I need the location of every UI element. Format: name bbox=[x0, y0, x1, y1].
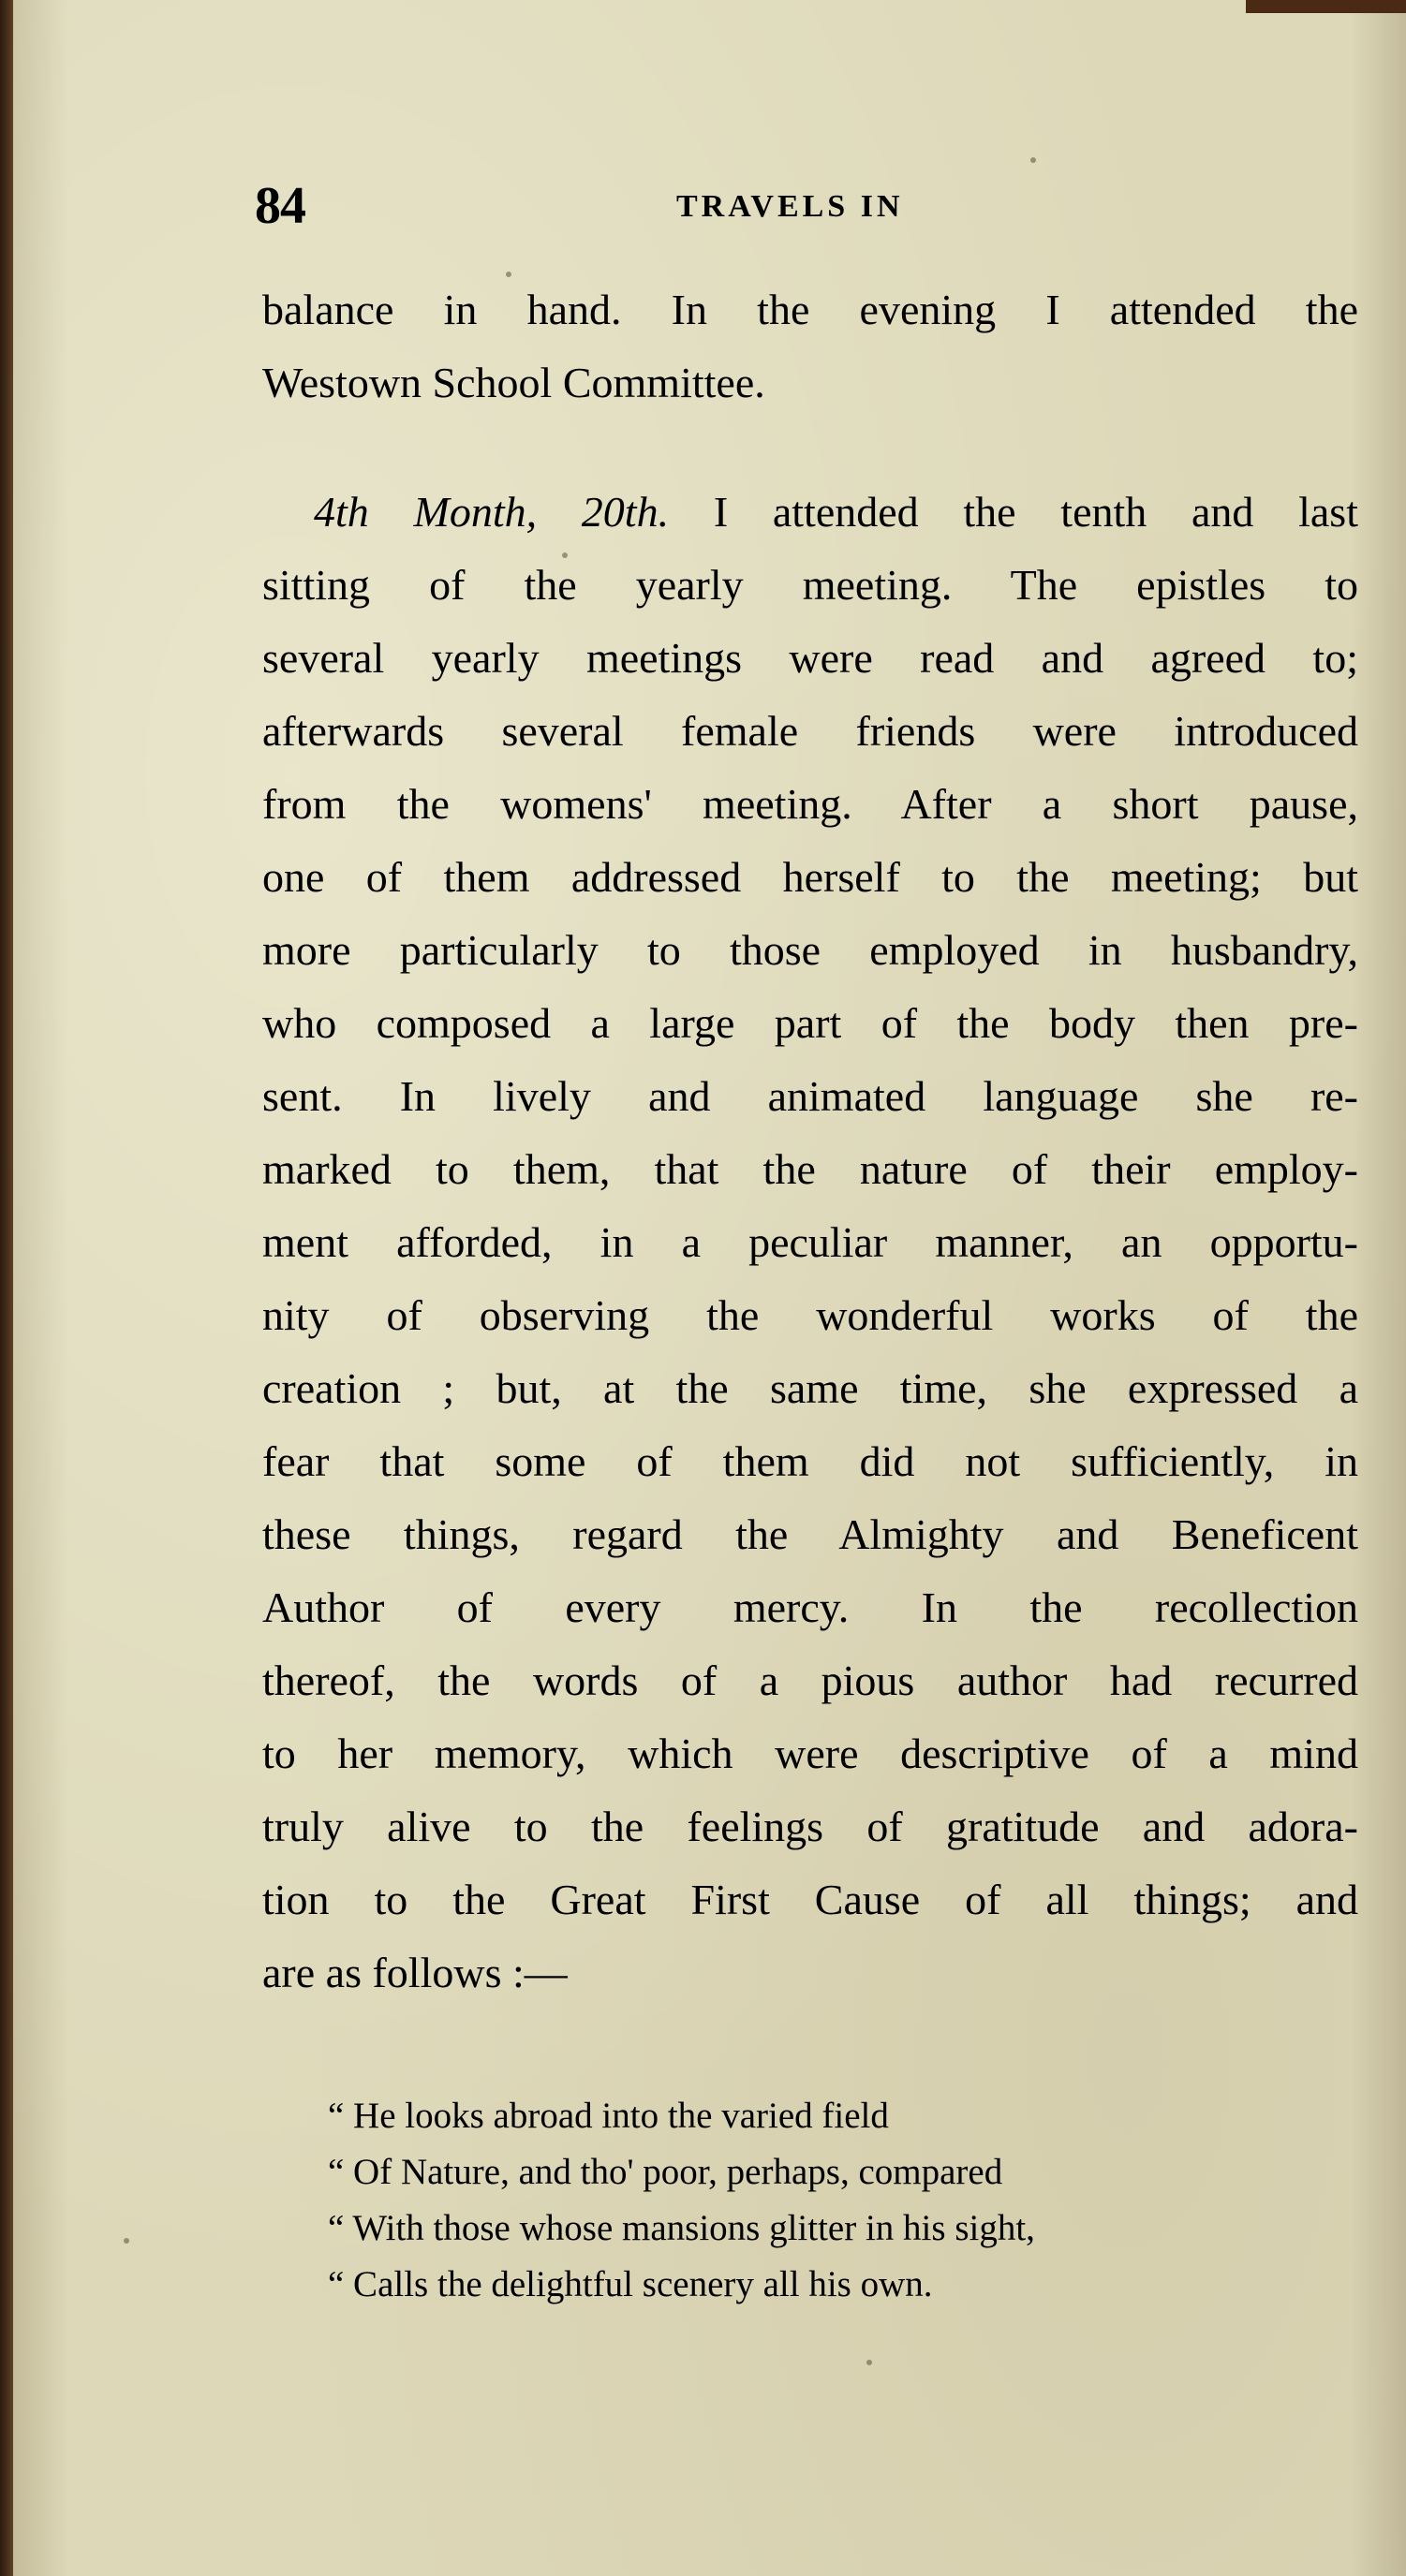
page-number: 84 bbox=[255, 177, 305, 235]
text-line: several yearly meetings were read and agreed to; bbox=[262, 634, 1358, 682]
text-line: Westown School Committee. bbox=[262, 359, 765, 406]
text-line: Author of every mercy. In the recollection bbox=[262, 1583, 1358, 1631]
text-line: sent. In lively and animated language she re- bbox=[262, 1072, 1358, 1120]
text-line: marked to them, that the nature of their employ- bbox=[262, 1145, 1358, 1193]
poem-line: “ Calls the delightful scenery all his own. bbox=[328, 2264, 933, 2304]
poem-quote bbox=[328, 2088, 1283, 2313]
text-line: tion to the Great First Cause of all things; and bbox=[262, 1876, 1358, 1923]
text-line: fear that some of them did not sufficiently, in bbox=[262, 1437, 1358, 1485]
text-line: thereof, the words of a pious author had recurred bbox=[262, 1656, 1358, 1704]
text-line: are as follows :— bbox=[262, 1949, 568, 1996]
page-top-edge bbox=[1246, 0, 1406, 13]
text-line: to her memory, which were descriptive of a mind bbox=[262, 1730, 1358, 1777]
text-line: more particularly to those employed in husbandry, bbox=[262, 926, 1358, 974]
running-head: TRAVELS IN bbox=[676, 189, 904, 224]
poem-line: “ Of Nature, and tho' poor, perhaps, compared bbox=[328, 2152, 1003, 2192]
text-fragment: I attended the tenth and last bbox=[713, 488, 1358, 536]
text-line: creation ; but, at the same time, she expressed a bbox=[262, 1364, 1358, 1412]
paper-speck bbox=[866, 2360, 872, 2365]
text-line: one of them addressed herself to the meeting; but bbox=[262, 853, 1358, 901]
paragraph-first-line bbox=[262, 476, 1358, 549]
text-line: nity of observing the wonderful works of the bbox=[262, 1291, 1358, 1339]
paragraph-gap bbox=[262, 420, 1358, 476]
text-line: balance in hand. In the evening I attended the bbox=[262, 286, 1358, 333]
paper-speck bbox=[124, 2238, 129, 2244]
paper-speck bbox=[562, 552, 568, 558]
paper-speck bbox=[1030, 157, 1036, 163]
poem-line: “ With those whose mansions glitter in his sight, bbox=[328, 2208, 1035, 2248]
page-header bbox=[255, 176, 1351, 242]
text-line: sitting of the yearly meeting. The epistles to bbox=[262, 561, 1358, 609]
body-text bbox=[262, 273, 1358, 2009]
text-line: afterwards several female friends were introduced bbox=[262, 707, 1358, 755]
paper-speck bbox=[506, 272, 511, 277]
poem-line: “ He looks abroad into the varied field bbox=[328, 2096, 889, 2136]
text-line: from the womens' meeting. After a short pause, bbox=[262, 780, 1358, 828]
text-line: who composed a large part of the body then pre- bbox=[262, 999, 1358, 1047]
text-line: truly alive to the feelings of gratitude and adora- bbox=[262, 1803, 1358, 1850]
text-line: ment afforded, in a peculiar manner, an opportu- bbox=[262, 1218, 1358, 1266]
text-line: these things, regard the Almighty and Beneficent bbox=[262, 1510, 1358, 1558]
date-heading: 4th Month, 20th. bbox=[314, 488, 670, 536]
